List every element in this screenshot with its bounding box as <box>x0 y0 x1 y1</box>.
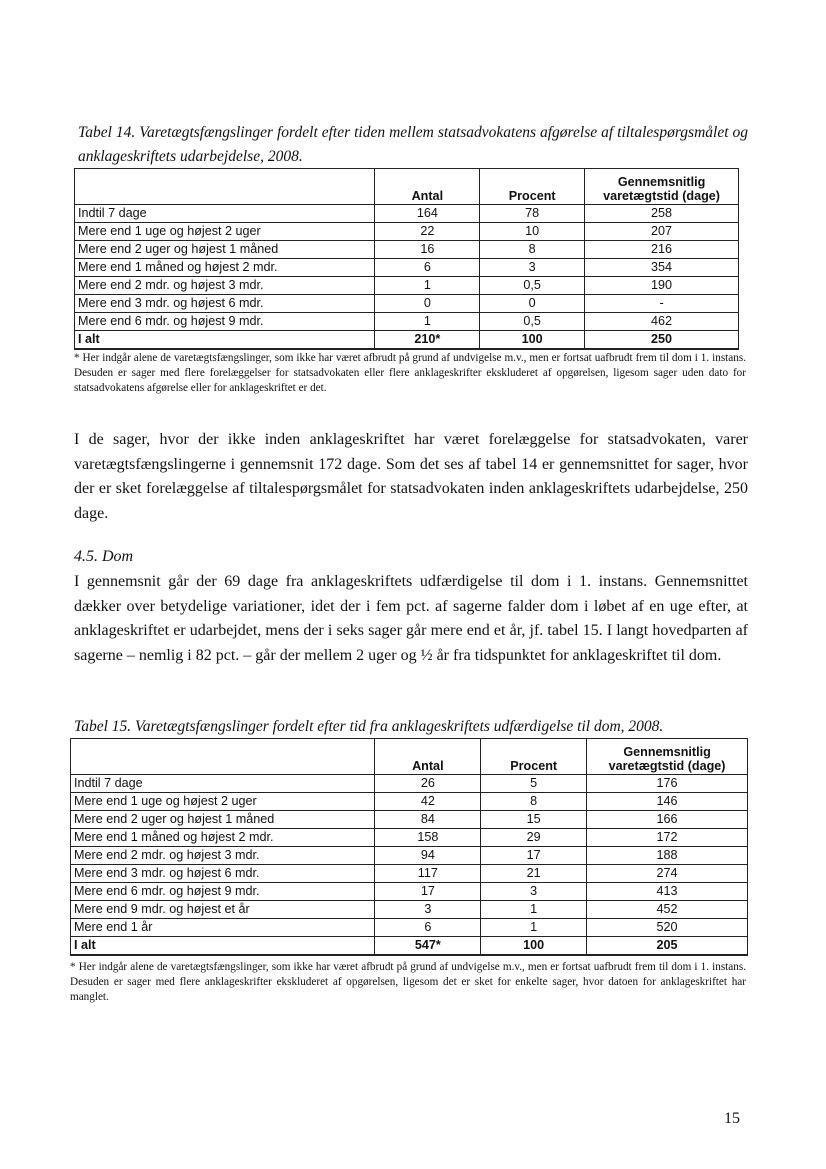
total-dage: 205 <box>587 937 748 956</box>
row-procent: 1 <box>481 919 587 937</box>
row-dage: 520 <box>587 919 748 937</box>
table-row <box>75 223 739 241</box>
table-row <box>71 775 748 793</box>
table-row <box>71 919 748 937</box>
row-procent: 17 <box>481 847 587 865</box>
row-label: Mere end 1 uge og højest 2 uger <box>75 223 375 241</box>
row-antal: 6 <box>375 919 481 937</box>
table-15-caption: Tabel 15. Varetægtsfængslinger fordelt efter tid fra anklageskriftets udfærdigelse til dom, 2008. <box>74 718 664 735</box>
row-label: Mere end 6 mdr. og højest 9 mdr. <box>71 883 375 901</box>
row-label: Mere end 1 måned og højest 2 mdr. <box>71 829 375 847</box>
table-header-row <box>71 739 748 775</box>
row-procent: 78 <box>480 205 585 223</box>
row-label: Mere end 2 uger og højest 1 måned <box>71 811 375 829</box>
row-dage: 258 <box>585 205 739 223</box>
header-antal: Antal <box>375 739 481 775</box>
header-procent: Procent <box>480 169 585 205</box>
row-antal: 164 <box>375 205 480 223</box>
row-procent: 21 <box>481 865 587 883</box>
row-procent: 29 <box>481 829 587 847</box>
row-antal: 117 <box>375 865 481 883</box>
table-total-row <box>75 331 739 350</box>
header-varetaegtstid: Gennemsnitlig varetægtstid (dage) <box>587 739 748 775</box>
total-label: I alt <box>71 937 375 956</box>
header-varetaegtstid: Gennemsnitlig varetægtstid (dage) <box>585 169 739 205</box>
row-label: Mere end 9 mdr. og højest et år <box>71 901 375 919</box>
row-antal: 0 <box>375 295 480 313</box>
row-label: Mere end 2 mdr. og højest 3 mdr. <box>71 847 375 865</box>
row-procent: 0,5 <box>480 313 585 331</box>
row-antal: 6 <box>375 259 480 277</box>
row-dage: 354 <box>585 259 739 277</box>
table-row <box>75 241 739 259</box>
total-label: I alt <box>75 331 375 350</box>
row-dage: 172 <box>587 829 748 847</box>
table-row <box>75 295 739 313</box>
header-label-cell <box>75 169 375 205</box>
row-procent: 15 <box>481 811 587 829</box>
row-label: Mere end 3 mdr. og højest 6 mdr. <box>75 295 375 313</box>
row-label: Mere end 6 mdr. og højest 9 mdr. <box>75 313 375 331</box>
row-dage: 190 <box>585 277 739 295</box>
header-procent: Procent <box>481 739 587 775</box>
row-dage: 166 <box>587 811 748 829</box>
row-label: Mere end 1 år <box>71 919 375 937</box>
table-row <box>71 883 748 901</box>
row-antal: 3 <box>375 901 481 919</box>
row-dage: 274 <box>587 865 748 883</box>
table-15 <box>70 738 748 956</box>
table-15-footnote: * Her indgår alene de varetægtsfængslinger, som ikke har været afbrudt på grund af undvigelse m.v., men er fortsat uafbrudt frem til dom i 1. instans. Desuden er sager med flere anklageskrifter ekskluderet af opgørelsen, ligesom det er sket for enkelte sager, hvor datoen for anklageskriftet har manglet. <box>70 961 746 1003</box>
table-row <box>75 259 739 277</box>
row-procent: 0 <box>480 295 585 313</box>
row-dage: 207 <box>585 223 739 241</box>
row-procent: 3 <box>480 259 585 277</box>
table-row <box>71 793 748 811</box>
total-antal: 547* <box>375 937 481 956</box>
row-procent: 3 <box>481 883 587 901</box>
row-antal: 17 <box>375 883 481 901</box>
table-row <box>71 901 748 919</box>
row-dage: 216 <box>585 241 739 259</box>
row-dage: 176 <box>587 775 748 793</box>
table-row <box>75 277 739 295</box>
body-paragraph-1: I de sager, hvor der ikke inden anklageskriftet har været forelæggelse for statsadvokaten, varer varetægtsfængslingerne i gennemsnit 172 dage. Som det ses af tabel 14 er gennemsnittet for sager, hvor der er sket forelæggelse af tiltalespørgsmålet for statsadvokaten inden anklageskriftets udarbejdelse, 250 dage. <box>74 431 748 522</box>
total-procent: 100 <box>481 937 587 956</box>
row-label: Mere end 1 måned og højest 2 mdr. <box>75 259 375 277</box>
row-antal: 42 <box>375 793 481 811</box>
row-antal: 84 <box>375 811 481 829</box>
header-label-cell <box>71 739 375 775</box>
row-antal: 16 <box>375 241 480 259</box>
row-antal: 94 <box>375 847 481 865</box>
row-antal: 1 <box>375 277 480 295</box>
row-procent: 8 <box>481 793 587 811</box>
table-total-row <box>71 937 748 956</box>
row-antal: 1 <box>375 313 480 331</box>
table-row <box>75 313 739 331</box>
row-label: Indtil 7 dage <box>75 205 375 223</box>
row-label: Mere end 1 uge og højest 2 uger <box>71 793 375 811</box>
row-dage: 188 <box>587 847 748 865</box>
row-label: Mere end 3 mdr. og højest 6 mdr. <box>71 865 375 883</box>
row-procent: 1 <box>481 901 587 919</box>
row-procent: 0,5 <box>480 277 585 295</box>
body-paragraph-2: I gennemsnit går der 69 dage fra anklageskriftets udfærdigelse til dom i 1. instans. Gennemsnittet dækker over betydelige variationer, idet der i fem pct. af sagerne falder dom i løbet af en uge efter, at anklageskriftet er udarbejdet, mens der i seks sager går mere end et år, jf. tabel 15. I langt hovedparten af sagerne – nemlig i 82 pct. – går der mellem 2 uger og ½ år fra tidspunktet for anklageskriftet til dom. <box>74 573 748 664</box>
header-antal: Antal <box>375 169 480 205</box>
total-antal: 210* <box>375 331 480 350</box>
table-14 <box>74 168 739 350</box>
row-dage: 413 <box>587 883 748 901</box>
row-antal: 22 <box>375 223 480 241</box>
total-procent: 100 <box>480 331 585 350</box>
table-row <box>71 865 748 883</box>
table-row <box>71 811 748 829</box>
row-label: Mere end 2 mdr. og højest 3 mdr. <box>75 277 375 295</box>
table-14-footnote: * Her indgår alene de varetægtsfængslinger, som ikke har været afbrudt på grund af undvigelse m.v., men er fortsat uafbrudt frem til dom i 1. instans. Desuden er sager med flere forelæggelser for statsadvokaten eller flere anklageskrifter ekskluderet af opgørelsen, ligesom sager uden dato for statsadvokatens afgørelse eller for anklageskriftet er det. <box>74 352 746 394</box>
row-label: Indtil 7 dage <box>71 775 375 793</box>
table-header-row <box>75 169 739 205</box>
row-dage: 462 <box>585 313 739 331</box>
row-procent: 8 <box>480 241 585 259</box>
row-dage: 452 <box>587 901 748 919</box>
row-dage: - <box>585 295 739 313</box>
row-procent: 5 <box>481 775 587 793</box>
table-row <box>71 847 748 865</box>
row-antal: 158 <box>375 829 481 847</box>
table-row <box>75 205 739 223</box>
row-label: Mere end 2 uger og højest 1 måned <box>75 241 375 259</box>
total-dage: 250 <box>585 331 739 350</box>
row-antal: 26 <box>375 775 481 793</box>
table-14-caption: Tabel 14. Varetægtsfængslinger fordelt efter tiden mellem statsadvokatens afgørelse af tiltalespørgsmålet og anklageskriftets udarbejdelse, 2008. <box>78 124 748 165</box>
section-heading: 4.5. Dom <box>74 548 134 565</box>
row-procent: 10 <box>480 223 585 241</box>
table-row <box>71 829 748 847</box>
row-dage: 146 <box>587 793 748 811</box>
page-number: 15 <box>724 1110 740 1127</box>
